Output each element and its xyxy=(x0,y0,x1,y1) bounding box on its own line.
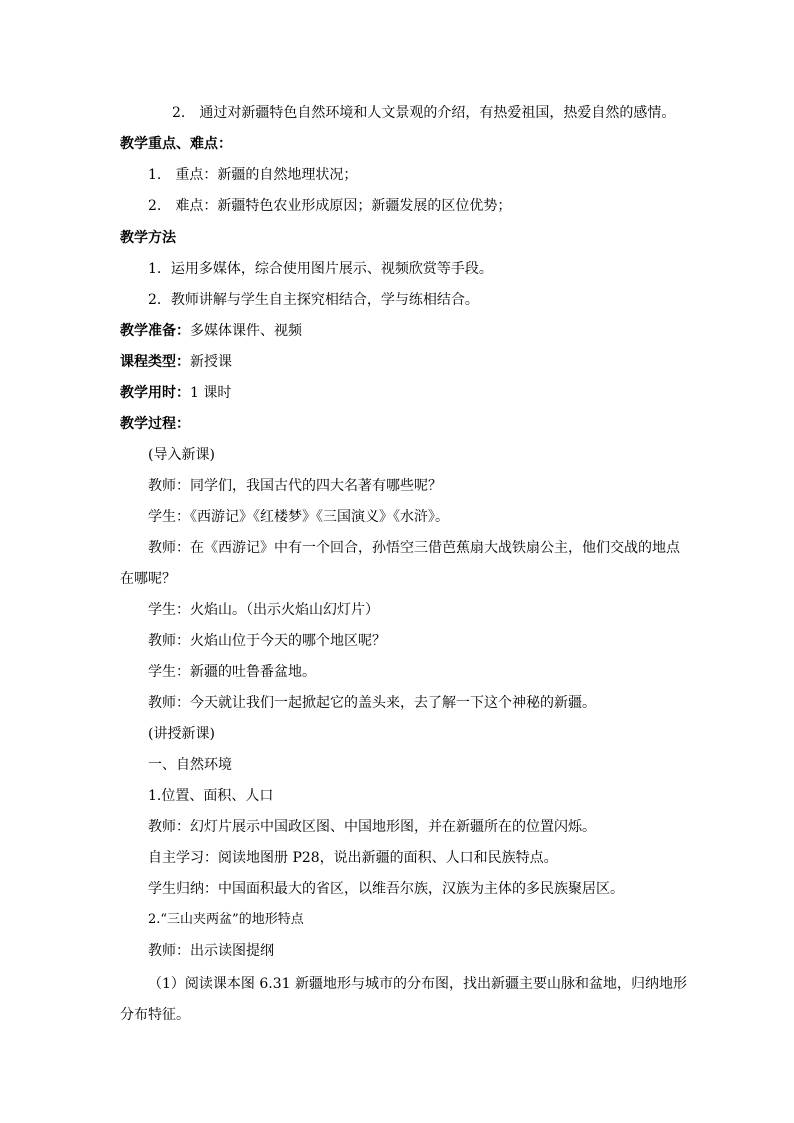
item-text: 通过对新疆特色自然环境和人文景观的介绍，有热爱祖国，热爱自然的感情。 xyxy=(199,105,676,121)
teaching-goal-2 xyxy=(172,103,675,123)
process-line: 教师：出示读图提纲 xyxy=(148,943,274,959)
method-2: 2．教师讲解与学生自主探究相结合，学与练相结合。 xyxy=(148,292,479,308)
item-number: 2. xyxy=(148,198,162,214)
subsection-heading: 2.“三山夹两盆”的地形特点 xyxy=(148,912,304,927)
methods-heading: 教学方法 xyxy=(120,230,176,246)
process-line: 学生归纳：中国面积最大的省区，以维吾尔族，汉族为主体的多民族聚居区。 xyxy=(148,881,624,897)
process-line: 教师：今天就让我们一起掀起它的盖头来，去了解一下这个神秘的新疆。 xyxy=(148,695,596,711)
item-number: 1. xyxy=(148,167,162,183)
process-line: 学生：《西游记》《红楼梦》《三国演义》《水浒》。 xyxy=(148,509,449,525)
process-line: 自主学习：阅读地图册 P28，说出新疆的面积、人口和民族特点。 xyxy=(148,850,558,866)
key-point-1 xyxy=(148,165,357,185)
section-heading: 一、自然环境 xyxy=(148,757,232,773)
item-text: 难点：新疆特色农业形成原因；新疆发展的区位优势； xyxy=(175,198,512,214)
subsection-heading: 1.位置、面积、人口 xyxy=(148,788,274,804)
method-1: 1．运用多媒体，综合使用图片展示、视频欣赏等手段。 xyxy=(148,261,493,277)
process-line: 学生：新疆的吐鲁番盆地。 xyxy=(148,664,316,680)
process-line: (讲授新课) xyxy=(148,726,215,742)
key-point-2 xyxy=(148,196,511,216)
process-line: 教师：同学们，我国古代的四大名著有哪些呢？ xyxy=(148,478,442,494)
process-line: 在哪呢？ xyxy=(120,571,176,587)
process-heading: 教学过程： xyxy=(120,416,190,432)
key-points-heading: 教学重点、难点： xyxy=(120,136,232,152)
lesson-type-line xyxy=(120,352,232,372)
process-line: （1）阅读课本图 6.31 新疆地形与城市的分布图，找出新疆主要山脉和盆地，归纳地形 xyxy=(148,976,687,992)
process-line: 教师：在《西游记》中有一个回合，孙悟空三借芭蕉扇大战铁扇公主，他们交战的地点 xyxy=(148,540,680,556)
process-line: 教师：火焰山位于今天的哪个地区呢？ xyxy=(148,633,386,649)
process-line: 分布特征。 xyxy=(120,1007,190,1023)
item-text: 重点：新疆的自然地理状况； xyxy=(175,167,358,183)
prep-label: 教学准备： xyxy=(120,323,190,339)
process-line: 教师：幻灯片展示中国政区图、中国地形图，并在新疆所在的位置闪烁。 xyxy=(148,819,596,835)
duration-value: 1 课时 xyxy=(190,385,232,401)
lesson-type-value: 新授课 xyxy=(190,354,232,370)
item-number: 2. xyxy=(172,105,186,121)
process-line: (导入新课) xyxy=(148,447,215,463)
prep-value: 多媒体课件、视频 xyxy=(190,323,302,339)
prep-line xyxy=(120,321,302,341)
process-line: 学生：火焰山。（出示火焰山幻灯片） xyxy=(148,602,379,618)
lesson-type-label: 课程类型： xyxy=(120,354,190,370)
duration-line xyxy=(120,383,231,403)
duration-label: 教学用时： xyxy=(120,385,190,401)
